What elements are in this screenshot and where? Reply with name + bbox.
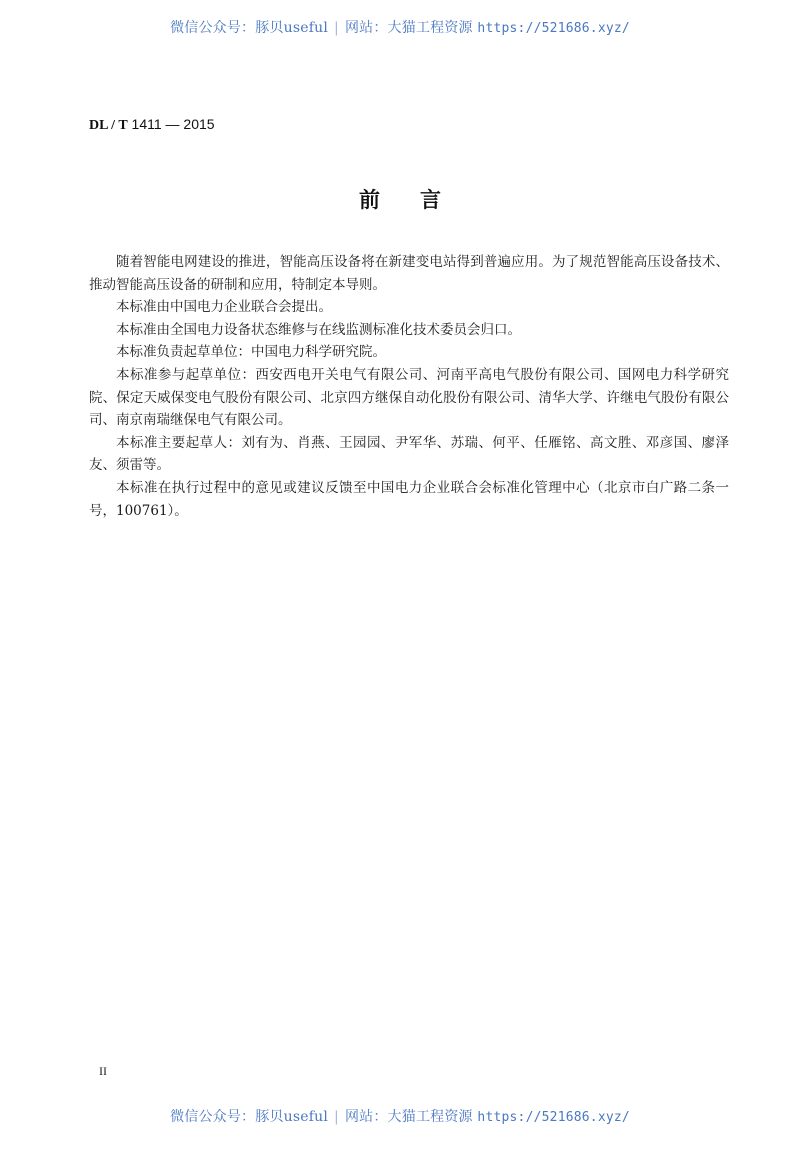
watermark-bottom [0, 1106, 800, 1126]
watermark-site: 网站：大猫工程资源 [344, 1109, 473, 1125]
watermark-separator: | [334, 20, 339, 36]
watermark-url[interactable]: https://521686.xyz/ [477, 21, 630, 36]
foreword-body [89, 251, 729, 522]
page-number: II [99, 1064, 107, 1078]
paragraph-committee: 本标准由全国电力设备状态维修与在线监测标准化技术委员会归口。 [116, 321, 521, 338]
watermark-site: 网站：大猫工程资源 [344, 20, 473, 36]
paragraph-main-drafters: 本标准主要起草人：刘有为、肖燕、王园园、尹军华、苏瑞、何平、任雁铭、高文胜、邓彦国、廖泽友、须雷等。 [89, 434, 729, 474]
document-code-prefix: DL / T [89, 118, 128, 133]
paragraph-proposer: 本标准由中国电力企业联合会提出。 [116, 299, 332, 316]
paragraph-purpose: 随着智能电网建设的推进，智能高压设备将在新建变电站得到普遍应用。为了规范智能高压设备技术、推动智能高压设备的研制和应用，特制定本导则。 [89, 254, 729, 293]
page-title: 前言 [359, 188, 481, 212]
watermark-top [0, 17, 800, 37]
paragraph-feedback: 本标准在执行过程中的意见或建议反馈至中国电力企业联合会标准化管理中心（北京市白广路二条一号，100761）。 [89, 479, 729, 519]
document-code [89, 116, 215, 134]
paragraph-lead-drafter: 本标准负责起草单位：中国电力科学研究院。 [116, 344, 386, 361]
watermark-account: 微信公众号：豚贝useful [170, 20, 329, 36]
document-code-number: 1411 — 2015 [131, 116, 215, 132]
watermark-separator: | [334, 1109, 339, 1125]
watermark-url[interactable]: https://521686.xyz/ [477, 1110, 630, 1125]
paragraph-participating-units: 本标准参与起草单位：西安西电开关电气有限公司、河南平高电气股份有限公司、国网电力科学研究院、保定天威保变电气股份有限公司、北京四方继保自动化股份有限公司、清华大学、许继电气股份有限公司、南京南瑞继保电气有限公司。 [89, 366, 729, 429]
watermark-account: 微信公众号：豚贝useful [170, 1109, 329, 1125]
